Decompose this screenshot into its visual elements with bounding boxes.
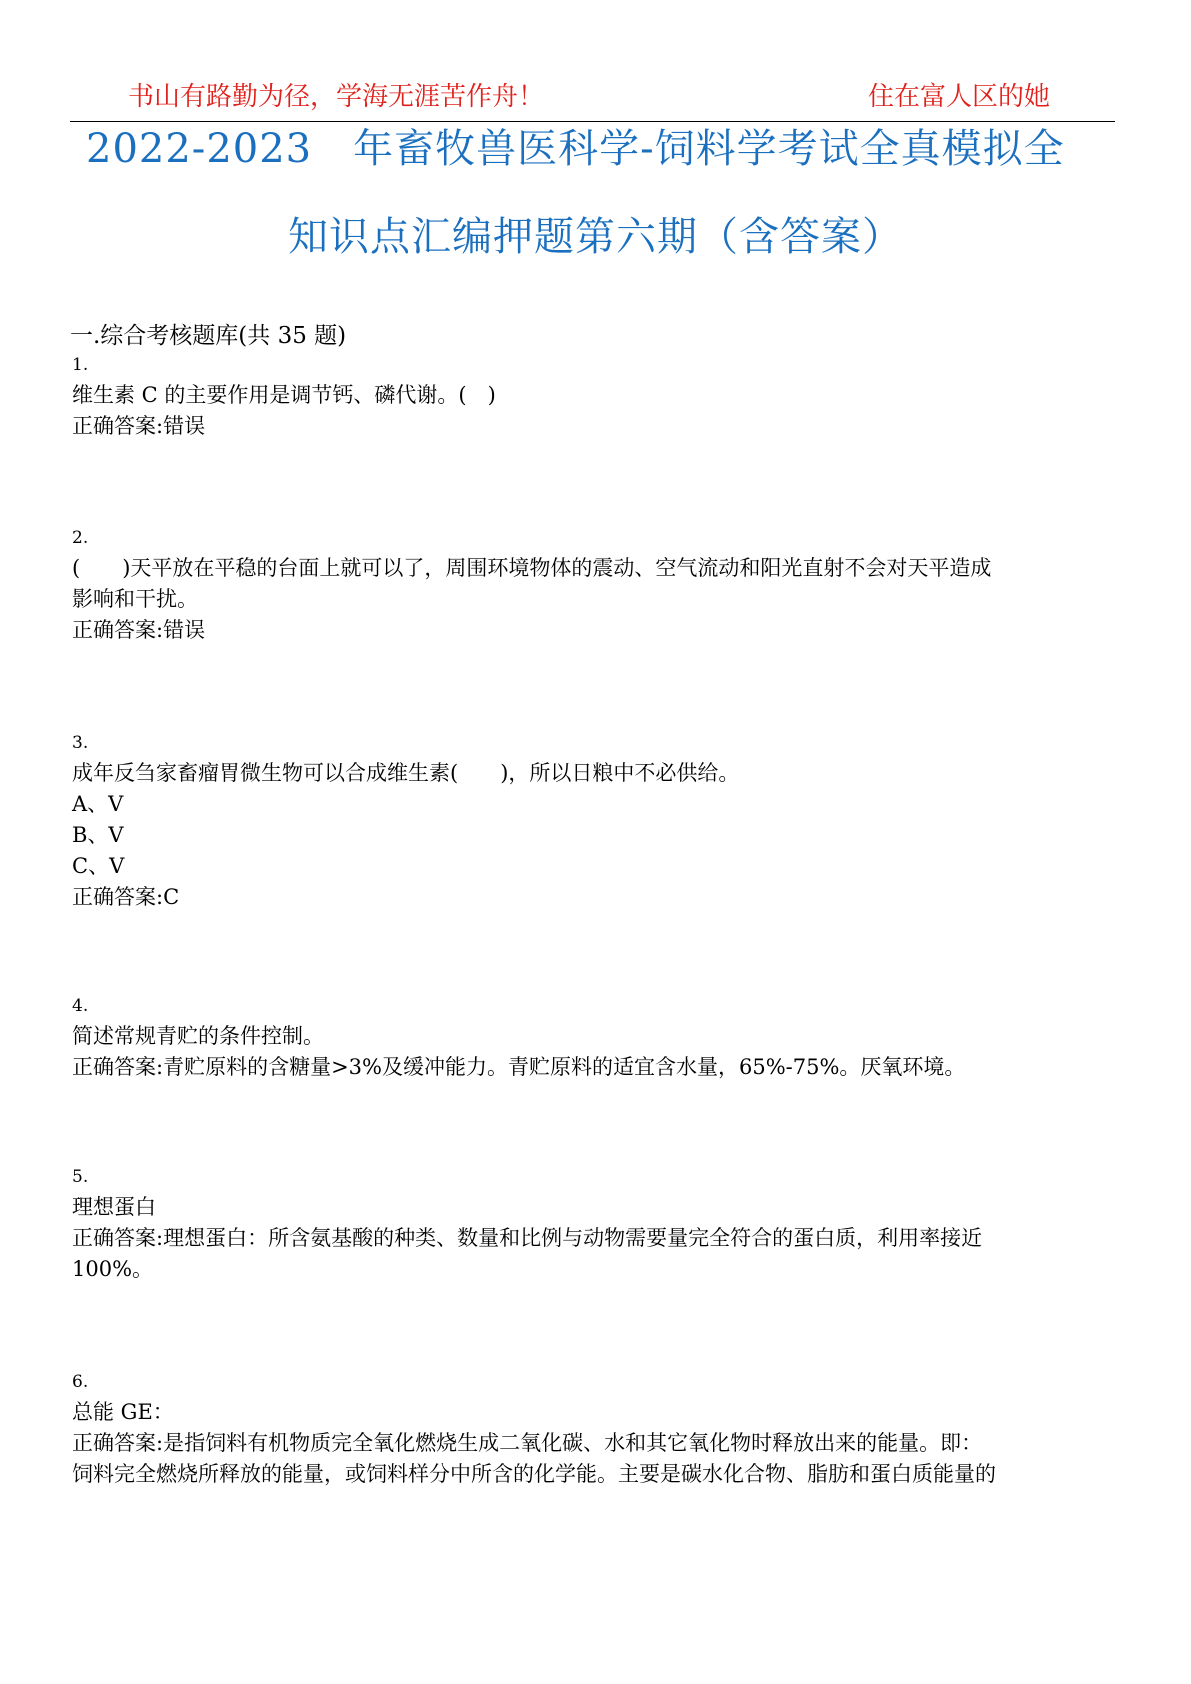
- question-6: [72, 1367, 1152, 1490]
- option-b: B、V: [72, 823, 124, 847]
- document-title-line-2: 知识点汇编押题第六期（含答案）: [288, 214, 903, 260]
- answer-text: 正确答案:C: [72, 885, 180, 909]
- answer-text: 正确答案:青贮原料的含糖量>3%及缓冲能力。青贮原料的适宜含水量，65%-75%。厌氧环境。: [72, 1055, 966, 1079]
- question-1: [72, 350, 1152, 442]
- question-text: 总能 GE：: [72, 1400, 174, 1424]
- question-text: 维生素 C 的主要作用是调节钙、磷代谢。( ): [72, 383, 496, 407]
- question-text: 理想蛋白: [72, 1195, 156, 1219]
- section-title: 一.综合考核题库(共 35 题): [70, 323, 347, 349]
- answer-text: 正确答案:错误: [72, 414, 206, 438]
- header-motto: 书山有路勤为径，学海无涯苦作舟！: [128, 82, 545, 112]
- document-title-line-1: 2022-2023 年畜牧兽医科学-饲料学考试全真模拟全: [86, 126, 1065, 172]
- answer-text: 正确答案:错误: [72, 618, 206, 642]
- option-a: A、V: [72, 792, 124, 816]
- question-text: 成年反刍家畜瘤胃微生物可以合成维生素( )，所以日粮中不必供给。: [72, 761, 740, 785]
- question-4: [72, 991, 1152, 1083]
- option-c: C、V: [72, 854, 125, 878]
- question-number: 3.: [72, 733, 89, 753]
- question-3: [72, 728, 1152, 913]
- question-number: 2.: [72, 528, 89, 548]
- question-number: 6.: [72, 1372, 89, 1392]
- question-text: ( )天平放在平稳的台面上就可以了，周围环境物体的震动、空气流动和阳光直射不会对天平造成: [72, 556, 992, 580]
- question-number: 4.: [72, 996, 89, 1016]
- question-2: [72, 523, 1152, 646]
- question-text: 影响和干扰。: [72, 587, 198, 611]
- answer-text: 100%。: [72, 1257, 154, 1281]
- question-5: [72, 1162, 1152, 1285]
- answer-text: 正确答案:理想蛋白：所含氨基酸的种类、数量和比例与动物需要量完全符合的蛋白质，利用率接近: [72, 1226, 983, 1250]
- question-text: 简述常规青贮的条件控制。: [72, 1024, 324, 1048]
- question-number: 5.: [72, 1167, 89, 1187]
- header-author: 住在富人区的她: [868, 82, 1051, 112]
- answer-text: 饲料完全燃烧所释放的能量，或饲料样分中所含的化学能。主要是碳水化合物、脂肪和蛋白质能量的: [72, 1462, 996, 1486]
- question-number: 1.: [72, 355, 89, 375]
- answer-text: 正确答案:是指饲料有机物质完全氧化燃烧生成二氧化碳、水和其它氧化物时释放出来的能量。即：: [72, 1431, 983, 1455]
